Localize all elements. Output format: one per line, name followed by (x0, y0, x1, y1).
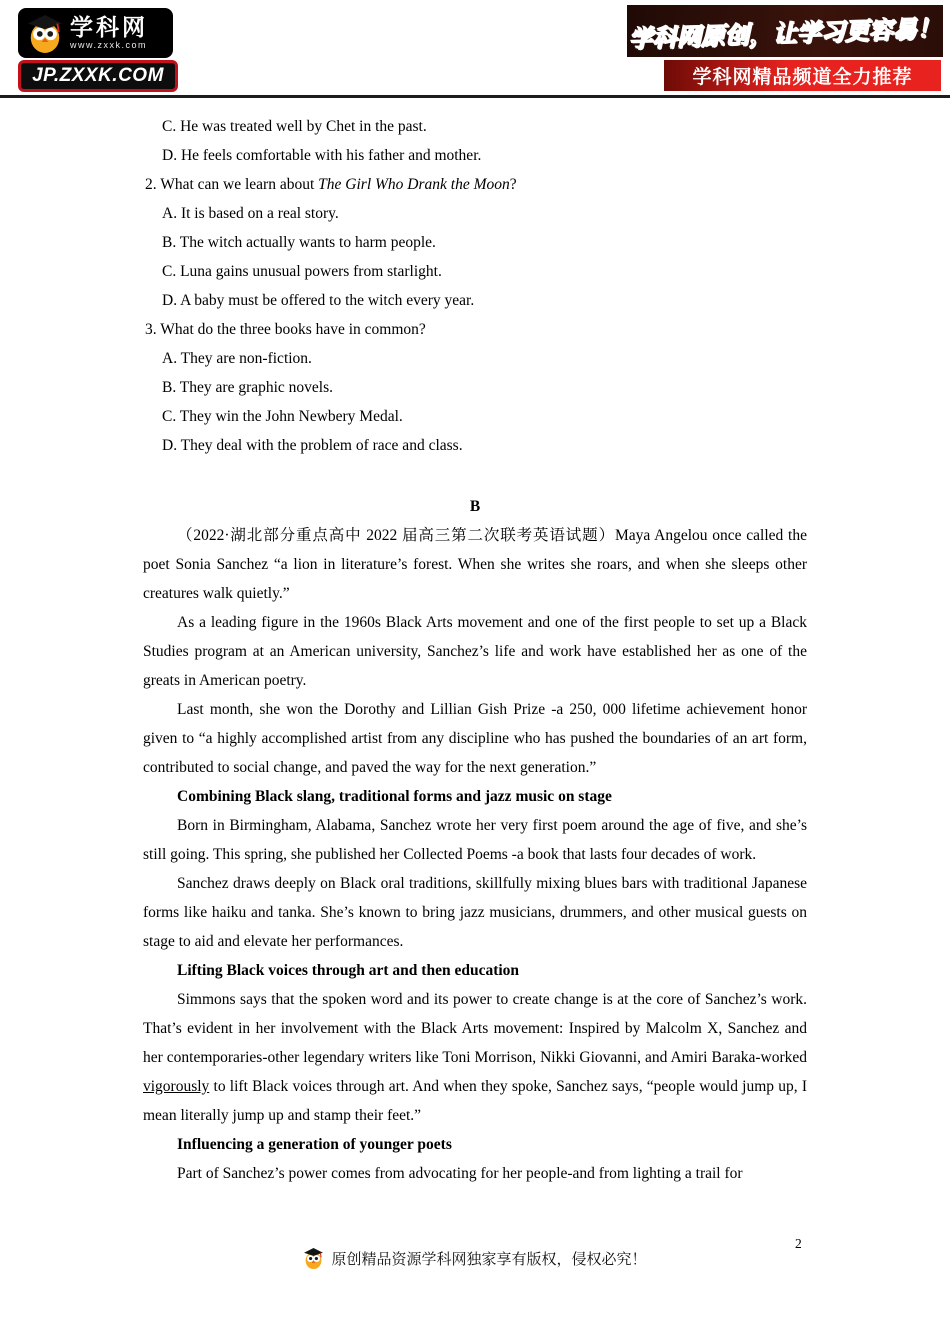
q2-book-title: The Girl Who Drank the Moon (318, 176, 510, 193)
q1-option-d: D. He feels comfortable with his father and mother. (162, 147, 482, 164)
passage-paragraph-3: Last month, she won the Dorothy and Lillian Gish Prize -a 250, 000 lifetime achievement honor given to “a highly accomplished artist from any discipline who has pushed the boundaries of an art form, contributed to social change, and paved the way for the next generation.” (143, 701, 807, 776)
owl-mascot-icon (26, 12, 64, 54)
q3-option-b: B. They are graphic novels. (162, 379, 334, 396)
slogan-banner (627, 5, 943, 57)
logo-url-text: www.zxxk.com (70, 40, 148, 50)
passage-subheading-2: Lifting Black voices through art and then education (177, 962, 520, 979)
passage-p6-before: Simmons says that the spoken word and its power to create change is at the core of Sanchez’s work. That’s evident in her involvement with the Black Arts movement: Inspired by Malcolm X, Sanchez and her contemporaries-other legendary writers like Toni Morrison, Nikki Giovanni, and Amiri Baraka-worked (143, 991, 807, 1066)
question-3-stem: 3. What do the three books have in common? (145, 321, 426, 338)
page-footer (0, 1246, 950, 1270)
header-divider (0, 95, 950, 98)
jp-zxxk-banner: JP.ZXXK.COM (18, 60, 178, 92)
passage-p1-text: Maya Angelou once called the poet Sonia Sanchez “a lion in literature’s forest. When she writes she roars, and when she sleeps other creatures walk quietly.” (143, 527, 807, 602)
passage-source-tag: （2022·湖北部分重点高中 2022 届高三第二次联考英语试题） (177, 527, 615, 544)
passage-paragraph-7: Part of Sanchez’s power comes from advocating for her people-and from lighting a trail for (177, 1165, 743, 1182)
copyright-text: 原创精品资源学科网独家享有版权，侵权必究！ (331, 1251, 647, 1268)
q1-option-c: C. He was treated well by Chet in the past. (162, 118, 427, 135)
q2-option-d: D. A baby must be offered to the witch every year. (162, 292, 475, 309)
passage-paragraph-5: Sanchez draws deeply on Black oral traditions, skillfully mixing blues bars with traditional Japanese forms like haiku and tanka. She’s known to bring jazz musicians, drummers, and other musical guests on stage to aid and elevate her performances. (143, 875, 807, 950)
promo-banner: 学科网精品频道全力推荐 (664, 60, 941, 91)
slogan-text: 学科网原创，让学习更容易！ (628, 15, 942, 53)
q3-option-a: A. They are non-fiction. (162, 350, 312, 367)
passage-p6-after: to lift Black voices through art. And when they spoke, Sanchez says, “people would jump up, I mean literally jump up and stamp their feet.” (143, 1078, 807, 1124)
passage-paragraph-4: Born in Birmingham, Alabama, Sanchez wrote her very first poem around the age of five, and she’s still going. This spring, she published her Collected Poems -a book that lasts four decades of work. (143, 817, 807, 863)
footer-owl-icon (303, 1246, 324, 1270)
q2-stem-prefix: 2. What can we learn about (145, 176, 319, 193)
page-number: 2 (795, 1236, 802, 1251)
section-letter-b: B (469, 498, 481, 515)
logo-brand-text: 学科网 (70, 14, 148, 40)
q3-option-c: C. They win the John Newbery Medal. (162, 408, 403, 425)
q2-option-b: B. The witch actually wants to harm people. (162, 234, 436, 251)
q2-option-c: C. Luna gains unusual powers from starlight. (162, 263, 442, 280)
passage-paragraph-2: As a leading figure in the 1960s Black Arts movement and one of the first people to set up a Black Studies program at an American university, Sanchez’s life and work have established her as one of the greats in American poetry. (143, 614, 807, 689)
question-2-stem (143, 170, 807, 199)
passage-paragraph-6 (143, 985, 807, 1130)
passage-p6-underlined-word: vigorously (143, 1078, 210, 1095)
zxxk-logo (18, 8, 173, 58)
logo-texts (70, 15, 148, 51)
exam-content (143, 112, 807, 1188)
q2-stem-suffix: ? (509, 176, 517, 193)
q3-option-d: D. They deal with the problem of race and class. (162, 437, 463, 454)
passage-subheading-1: Combining Black slang, traditional forms and jazz music on stage (177, 788, 612, 805)
passage-paragraph-1 (143, 521, 807, 608)
passage-subheading-3: Influencing a generation of younger poets (177, 1136, 452, 1153)
q2-option-a: A. It is based on a real story. (162, 205, 339, 222)
